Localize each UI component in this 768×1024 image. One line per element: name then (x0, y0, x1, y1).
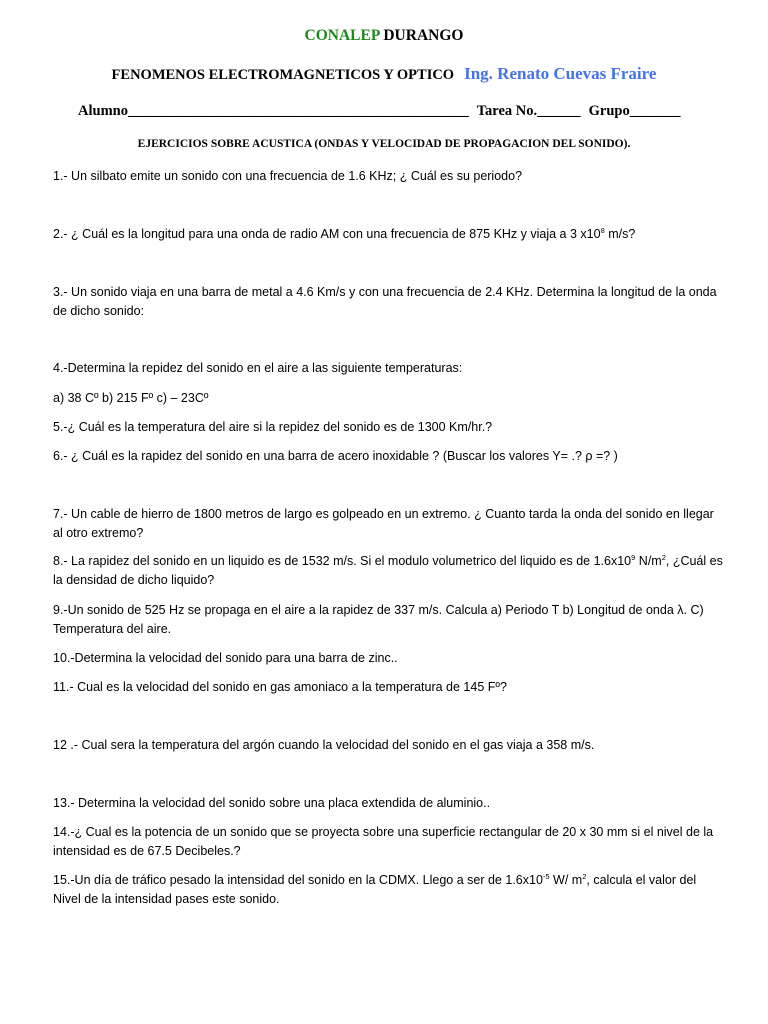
question-7: 7.- Un cable de hierro de 1800 metros de largo es golpeado en un extremo. ¿ Cuanto tarda la onda del sonido en llegar al otro extremo? (53, 507, 714, 540)
school-title (0, 27, 768, 45)
school-name-conalep: CONALEP (304, 27, 380, 44)
question-8-exponent: 9 (631, 553, 636, 562)
tarea-field: Tarea No.______ (476, 103, 581, 119)
question-8-unit-exponent: 2 (661, 553, 666, 562)
exercise-subtitle: EJERCICIOS SOBRE ACUSTICA (ONDAS Y VELOCIDAD DE PROPAGACION DEL SONIDO). (137, 138, 631, 150)
question-8-unit: N/m (635, 554, 662, 568)
alumno-field: Alumno_______________________________________________ (78, 103, 469, 119)
question-15 (53, 871, 725, 909)
question-14: 14.-¿ Cual es la potencia de un sonido que se proyecta sobre una superficie rectangular de 20 x 30 mm si el nivel de la intensidad es de 67.5 Decibeles.? (53, 825, 714, 858)
question-8-question: , ¿Cuál es la densidad de dicho liquido? (53, 554, 723, 587)
teacher-name: Ing. Renato Cuevas Fraire (464, 64, 657, 83)
question-15-unit-exponent: 2 (582, 872, 587, 881)
question-15-question: , calcula el valor del Nivel de la intensidad pases este sonido. (53, 873, 697, 906)
question-4-options: a) 38 Cº b) 215 Fº c) – 23Cº (53, 391, 209, 405)
question-10: 10.-Determina la velocidad del sonido para una barra de zinc.. (53, 651, 398, 665)
question-12: 12 .- Cual sera la temperatura del argón cuando la velocidad del sonido en el gas viaja a 358 m/s. (53, 738, 595, 752)
course-line (0, 64, 768, 84)
question-6: 6.- ¿ Cuál es la rapidez del sonido en una barra de acero inoxidable ? (Buscar los valores Y= .? ρ =? ) (53, 449, 618, 463)
question-2 (53, 225, 725, 244)
question-2-exponent: 8 (600, 226, 605, 235)
question-3: 3.- Un sonido viaja en una barra de metal a 4.6 Km/s y con una frecuencia de 2.4 KHz. Determina la longitud de la onda de dicho sonido: (53, 285, 717, 318)
question-1: 1.- Un silbato emite un sonido con una frecuencia de 1.6 KHz; ¿ Cuál es su periodo? (53, 169, 523, 183)
course-title: FENOMENOS ELECTROMAGNETICOS Y OPTICO (111, 67, 455, 83)
question-8 (53, 552, 725, 590)
question-9: 9.-Un sonido de 525 Hz se propaga en el aire a la rapidez de 337 m/s. Calcula a) Periodo T b) Longitud de onda λ. C) Temperatura del aire. (53, 603, 704, 636)
question-15-exponent: -5 (542, 872, 550, 881)
question-2-unit: m/s? (604, 227, 636, 241)
question-4: 4.-Determina la repidez del sonido en el aire a las siguiente temperaturas: (53, 361, 463, 375)
student-info-line (78, 103, 680, 120)
grupo-field: Grupo_______ (588, 103, 681, 119)
school-name-durango: DURANGO (379, 27, 464, 44)
question-2-text: 2.- ¿ Cuál es la longitud para una onda de radio AM con una frecuencia de 875 KHz y viaja a 3 x10 (53, 227, 601, 241)
question-15-text: 15.-Un día de tráfico pesado la intensidad del sonido en la CDMX. Llego a ser de 1.6x10 (53, 873, 543, 887)
question-13: 13.- Determina la velocidad del sonido sobre una placa extendida de aluminio.. (53, 796, 491, 810)
question-11: 11.- Cual es la velocidad del sonido en gas amoniaco a la temperatura de 145 Fº? (53, 680, 507, 694)
question-15-unit: W/ m (549, 873, 583, 887)
question-5: 5.-¿ Cuál es la temperatura del aire si la repidez del sonido es de 1300 Km/hr.? (53, 420, 493, 434)
question-8-text: 8.- La rapidez del sonido en un liquido es de 1532 m/s. Si el modulo volumetrico del liquido es de 1.6x10 (53, 554, 632, 568)
